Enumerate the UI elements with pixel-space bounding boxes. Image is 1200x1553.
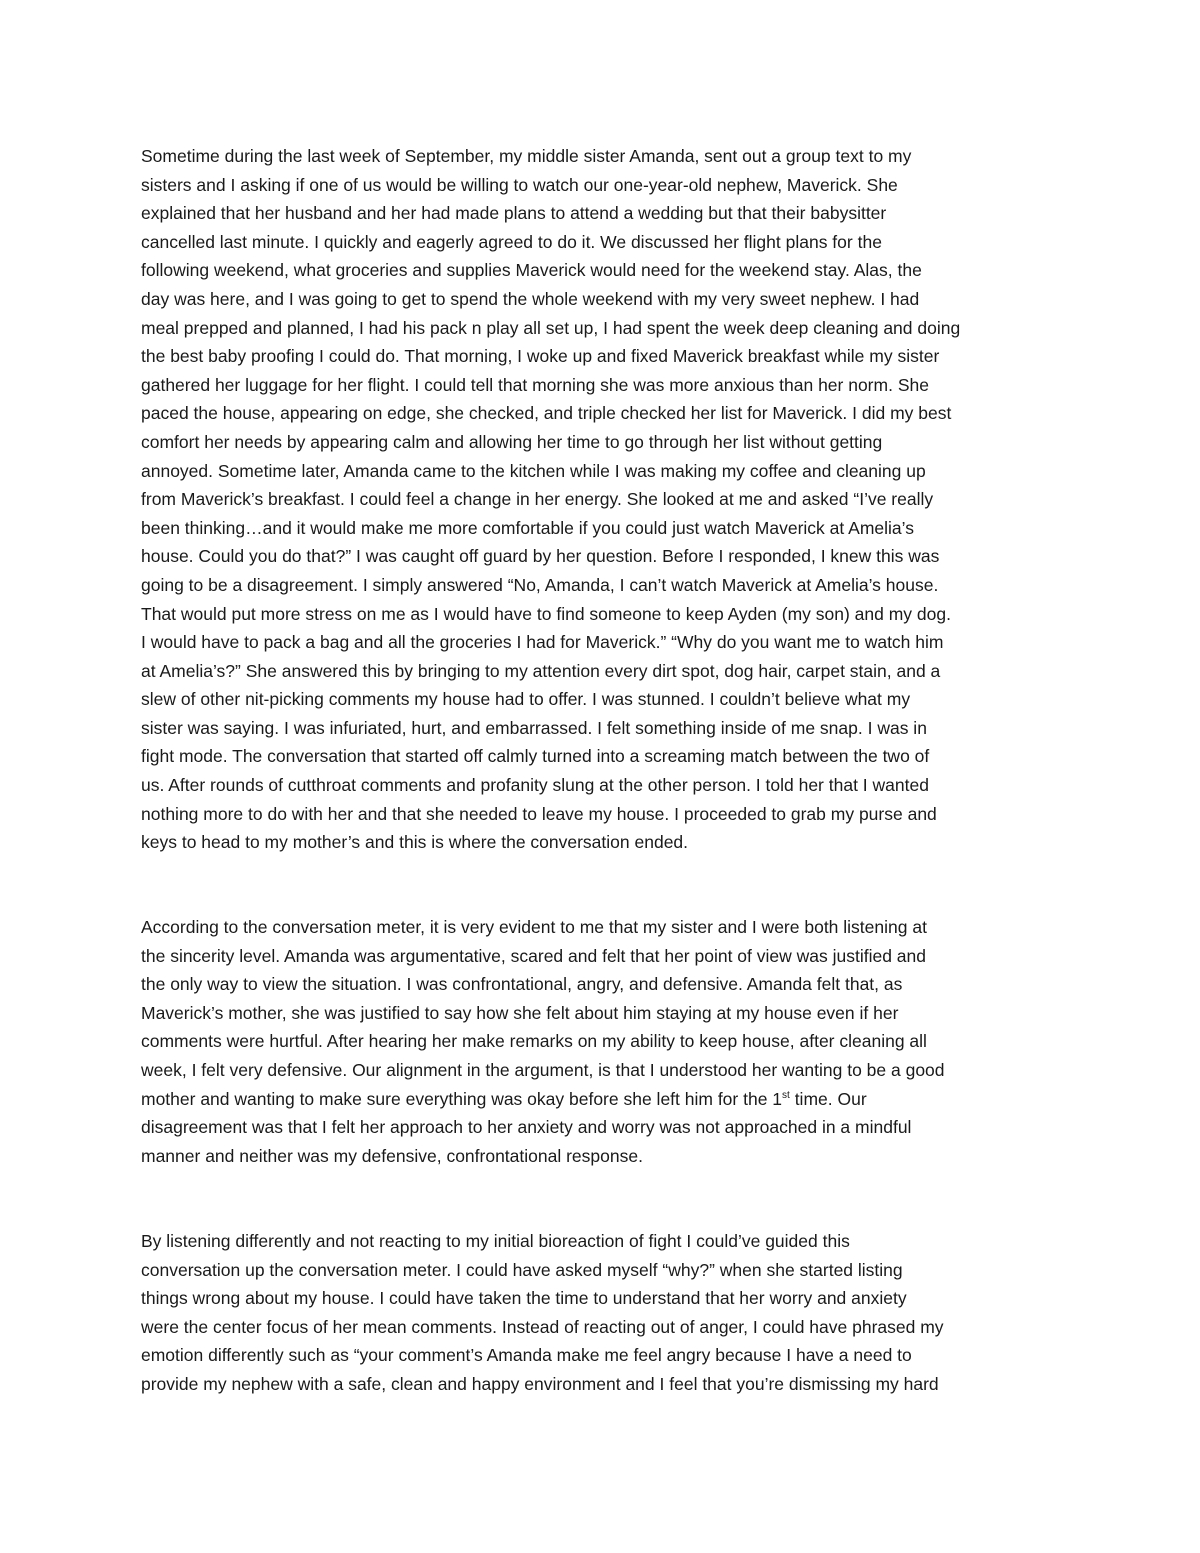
text-line: gathered her luggage for her flight. I could tell that morning she was more anxious than her norm. She	[141, 374, 929, 395]
text-line: from Maverick’s breakfast. I could feel a change in her energy. She looked at me and asked “I’ve really	[141, 489, 934, 510]
text-line: day was here, and I was going to get to spend the whole weekend with my very sweet nephew. I had	[141, 288, 920, 309]
text-line: manner and neither was my defensive, confrontational response.	[141, 1145, 643, 1166]
text-line: By listening differently and not reacting to my initial bioreaction of fight I could’ve guided this	[141, 1231, 850, 1251]
text-line: the best baby proofing I could do. That morning, I woke up and fixed Maverick breakfast while my sister	[141, 346, 940, 367]
text-line: provide my nephew with a safe, clean and happy environment and I feel that you’re dismissing my hard	[141, 1373, 939, 1394]
text-line: nothing more to do with her and that she needed to leave my house. I proceeded to grab my purse and	[141, 803, 937, 824]
text-line: That would put more stress on me as I would have to find someone to keep Ayden (my son) and my dog.	[141, 603, 951, 624]
text-line: Maverick’s mother, she was justified to say how she felt about him staying at my house even if her	[141, 1002, 899, 1023]
paragraph-reflection	[141, 1227, 1071, 1399]
text-line: the sincerity level. Amanda was argumentative, scared and felt that her point of view was justified and	[141, 945, 927, 966]
text-line: us. After rounds of cutthroat comments and profanity slung at the other person. I told her that I wanted	[141, 775, 929, 796]
text-line: paced the house, appearing on edge, she checked, and triple checked her list for Maverick. I did my best	[141, 403, 952, 424]
text-line: week, I felt very defensive. Our alignment in the argument, is that I understood her wanting to be a good	[141, 1059, 945, 1080]
text-line: I would have to pack a bag and all the groceries I had for Maverick.” “Why do you want me to watch him	[141, 632, 944, 653]
text-line: keys to head to my mother’s and this is where the conversation ended.	[141, 832, 689, 853]
text-line: comments were hurtful. After hearing her make remarks on my ability to keep house, after cleaning all	[141, 1031, 927, 1052]
text-line: comfort her needs by appearing calm and allowing her time to go through her list without getting	[141, 431, 883, 452]
text-line: cancelled last minute. I quickly and eagerly agreed to do it. We discussed her flight plans for the	[141, 231, 882, 252]
text-line: Sometime during the last week of September, my middle sister Amanda, sent out a group text to my	[141, 146, 912, 166]
text-line: emotion differently such as “your comment’s Amanda make me feel angry because I have a need to	[141, 1345, 912, 1366]
text-line: following weekend, what groceries and supplies Maverick would need for the weekend stay. Alas, the	[141, 260, 922, 281]
text-line: conversation up the conversation meter. I could have asked myself “why?” when she started listing	[141, 1259, 903, 1280]
text-line: sister was saying. I was infuriated, hurt, and embarrassed. I felt something inside of me snap. I was in	[141, 717, 927, 738]
text-line: slew of other nit-picking comments my house had to offer. I was stunned. I couldn’t believe what my	[141, 689, 911, 710]
text-line: fight mode. The conversation that started off calmly turned into a screaming match between the two of	[141, 746, 930, 767]
text-line: meal prepped and planned, I had his pack n play all set up, I had spent the week deep cleaning and doing	[141, 317, 961, 338]
text-line: house. Could you do that?” I was caught off guard by her question. Before I responded, I knew this was	[141, 546, 940, 567]
text-line-with-superscript	[141, 1085, 1071, 1114]
paragraph-analysis	[141, 913, 1071, 1170]
text-line: at Amelia’s?” She answered this by bringing to my attention every dirt spot, dog hair, carpet stain, and a	[141, 660, 941, 681]
text-line: According to the conversation meter, it is very evident to me that my sister and I were both listening at	[141, 917, 927, 937]
text-line: going to be a disagreement. I simply answered “No, Amanda, I can’t watch Maverick at Amelia’s house.	[141, 574, 939, 595]
text-segment: time. Our	[789, 1088, 867, 1109]
text-segment: mother and wanting to make sure everything was okay before she left him for the 1	[141, 1088, 783, 1109]
text-line: annoyed. Sometime later, Amanda came to the kitchen while I was making my coffee and cleaning up	[141, 460, 926, 481]
ordinal-superscript: st	[782, 1089, 790, 1101]
text-line: things wrong about my house. I could have taken the time to understand that her worry and anxiety	[141, 1288, 907, 1309]
text-line: explained that her husband and her had made plans to attend a wedding but that their babysitter	[141, 203, 887, 224]
text-line: disagreement was that I felt her approach to her anxiety and worry was not approached in a mindful	[141, 1117, 912, 1138]
paragraph-narrative	[141, 142, 1071, 857]
text-line: the only way to view the situation. I was confrontational, angry, and defensive. Amanda felt that, as	[141, 974, 903, 995]
text-line: been thinking…and it would make me more comfortable if you could just watch Maverick at Amelia’s	[141, 517, 914, 538]
text-line: were the center focus of her mean comments. Instead of reacting out of anger, I could have phrased my	[141, 1316, 944, 1337]
text-line: sisters and I asking if one of us would be willing to watch our one-year-old nephew, Maverick. She	[141, 174, 898, 195]
